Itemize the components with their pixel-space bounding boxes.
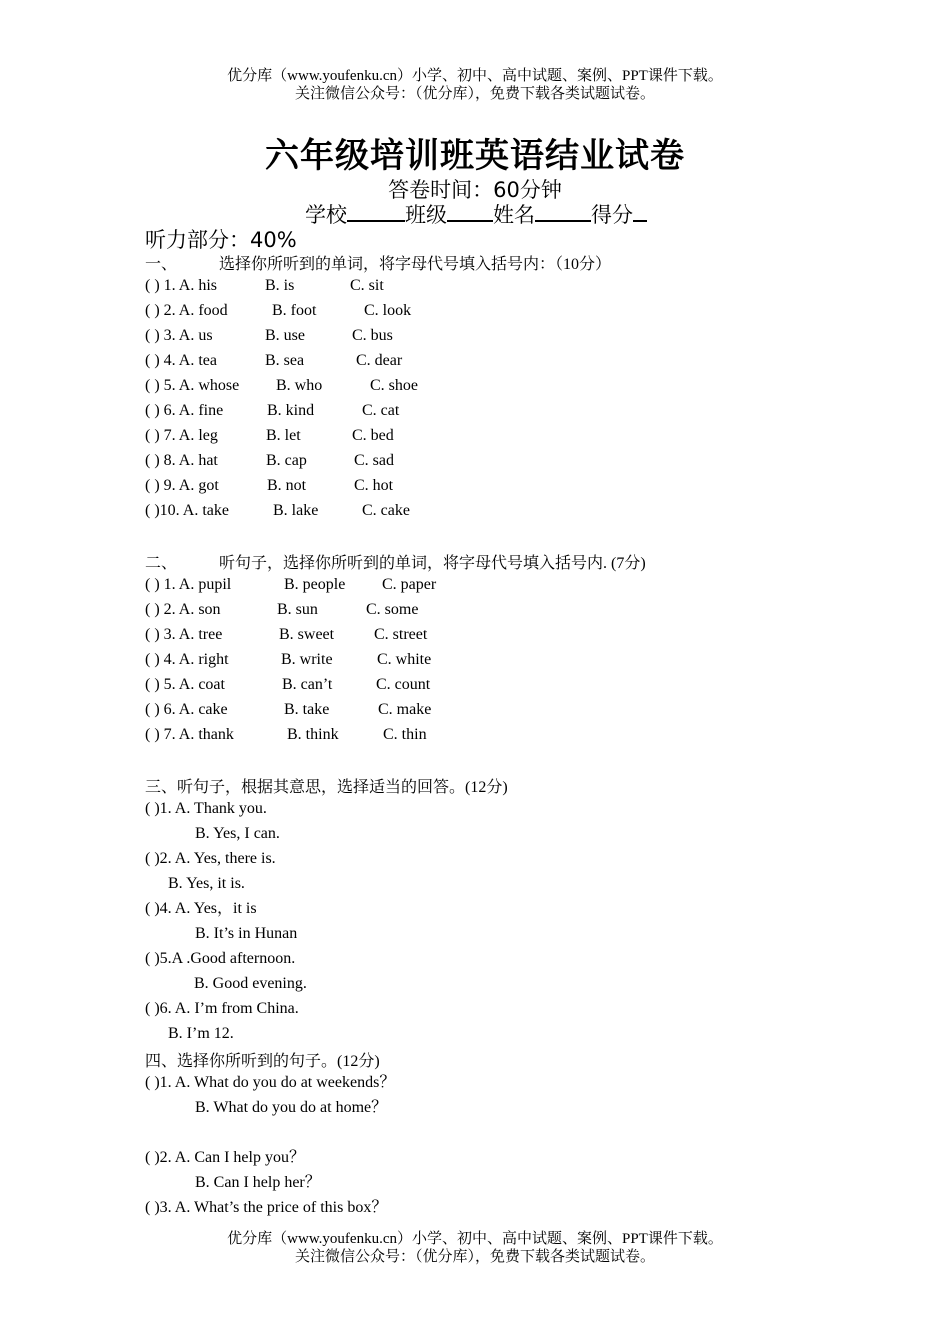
option-b: B. kind [267,402,315,419]
option-a: ( ) 3. A. tree [145,626,223,643]
s3-q2-b: B. Yes, it is. [168,875,245,892]
class-label: 班级 [405,203,447,227]
s3-q4-b: B. It’s in Hunan [195,925,298,942]
section-2-heading [145,550,646,573]
section-1-instruction: 选择你所听到的单词，将字母代号填入括号内：（10分） [219,256,612,273]
class-blank[interactable] [447,200,493,222]
section-4-heading: 四、选择你所听到的句子。(12分) [145,1053,380,1070]
s4-q2-a: ( )2. A. Can I help you？ [145,1149,305,1166]
option-b: B. people [284,576,346,593]
option-a: ( ) 1. A. his [145,277,217,294]
option-c: C. hot [354,477,394,494]
s3-q6-a: ( )6. A. I’m from China. [145,1000,299,1017]
option-b: B. sweet [279,626,335,643]
option-a: ( ) 2. A. son [145,601,221,618]
score-label: 得分 [591,203,633,227]
option-a: ( ) 6. A. cake [145,701,228,718]
option-a: ( )10. A. take [145,502,229,519]
option-a: ( ) 4. A. right [145,651,229,668]
section-2-instruction: 听句子，选择你所听到的单词，将字母代号填入括号内. (7分) [219,555,646,572]
header-line-2: 关注微信公众号：（优分库），免费下载各类试题试卷。 [294,86,655,102]
option-a: ( ) 7. A. leg [145,427,218,444]
option-c: C. sit [350,277,384,294]
section-1-number: 一、 [145,256,178,273]
option-a: ( ) 7. A. thank [145,726,234,743]
option-a: ( ) 1. A. pupil [145,576,232,593]
option-a: ( ) 5. A. coat [145,676,225,693]
option-c: C. bed [352,427,394,444]
option-a: ( ) 6. A. fine [145,402,224,419]
option-c: C. bus [352,327,393,344]
s4-q3-a: ( )3. A. What’s the price of this box？ [145,1199,388,1216]
s3-q5-a: ( )5.A .Good afternoon. [145,950,296,967]
exam-time: 答卷时间：60分钟 [388,178,562,202]
score-blank[interactable] [633,200,647,222]
option-b: B. write [281,651,333,668]
option-c: C. look [364,302,412,319]
option-b: B. think [287,726,339,743]
option-b: B. use [265,327,305,344]
school-blank[interactable] [347,200,405,222]
option-b: B. let [266,427,301,444]
option-a: ( ) 4. A. tea [145,352,217,369]
option-b: B. can’t [282,676,333,693]
option-b: B. who [276,377,323,394]
option-a: ( ) 2. A. food [145,302,228,319]
option-b: B. not [267,477,307,494]
option-b: B. foot [272,302,317,319]
s3-q4-a: ( )4. A. Yes，it is [145,900,257,917]
page-title: 六年级培训班英语结业试卷 [265,136,685,176]
name-blank[interactable] [535,200,591,222]
s3-q1-b: B. Yes, I can. [195,825,280,842]
name-label: 姓名 [493,203,535,227]
listening-part-heading: 听力部分：40% [145,228,297,252]
s3-q2-a: ( )2. A. Yes, there is. [145,850,276,867]
section-3-heading: 三、听句子，根据其意思，选择适当的回答。(12分) [145,779,508,796]
school-label: 学校 [305,203,347,227]
option-b: B. sea [265,352,305,369]
option-a: ( ) 9. A. got [145,477,219,494]
s3-q6-b: B. I’m 12. [168,1025,234,1042]
option-c: C. shoe [370,377,418,394]
s4-q2-b: B. Can I help her？ [195,1174,321,1191]
option-a: ( ) 8. A. hat [145,452,218,469]
s3-q1-a: ( )1. A. Thank you. [145,800,267,817]
option-b: B. sun [277,601,318,618]
footer-line-2: 关注微信公众号：（优分库），免费下载各类试题试卷。 [294,1249,655,1265]
option-a: ( ) 5. A. whose [145,377,240,394]
option-c: C. thin [383,726,427,743]
option-b: B. is [265,277,295,294]
option-c: C. white [377,651,432,668]
s4-q1-a: ( )1. A. What do you do at weekends？ [145,1074,396,1091]
s3-q5-b: B. Good evening. [194,975,307,992]
option-b: B. cap [266,452,307,469]
option-c: C. paper [382,576,437,593]
option-c: C. dear [356,352,403,369]
option-c: C. cake [362,502,410,519]
option-c: C. sad [354,452,394,469]
option-c: C. street [374,626,428,643]
option-a: ( ) 3. A. us [145,327,213,344]
option-c: C. some [366,601,419,618]
section-1-heading [145,251,611,274]
option-b: B. lake [273,502,319,519]
footer-line-1: 优分库（www.youfenku.cn）小学、初中、高中试题、案例、PPT课件下载。 [227,1231,723,1247]
option-c: C. count [376,676,431,693]
section-2-number: 二、 [145,555,178,572]
option-c: C. cat [362,402,400,419]
option-c: C. make [378,701,432,718]
header-line-1: 优分库（www.youfenku.cn）小学、初中、高中试题、案例、PPT课件下载。 [227,68,723,84]
student-info-line [305,199,647,229]
s4-q1-b: B. What do you do at home？ [195,1099,388,1116]
option-b: B. take [284,701,330,718]
